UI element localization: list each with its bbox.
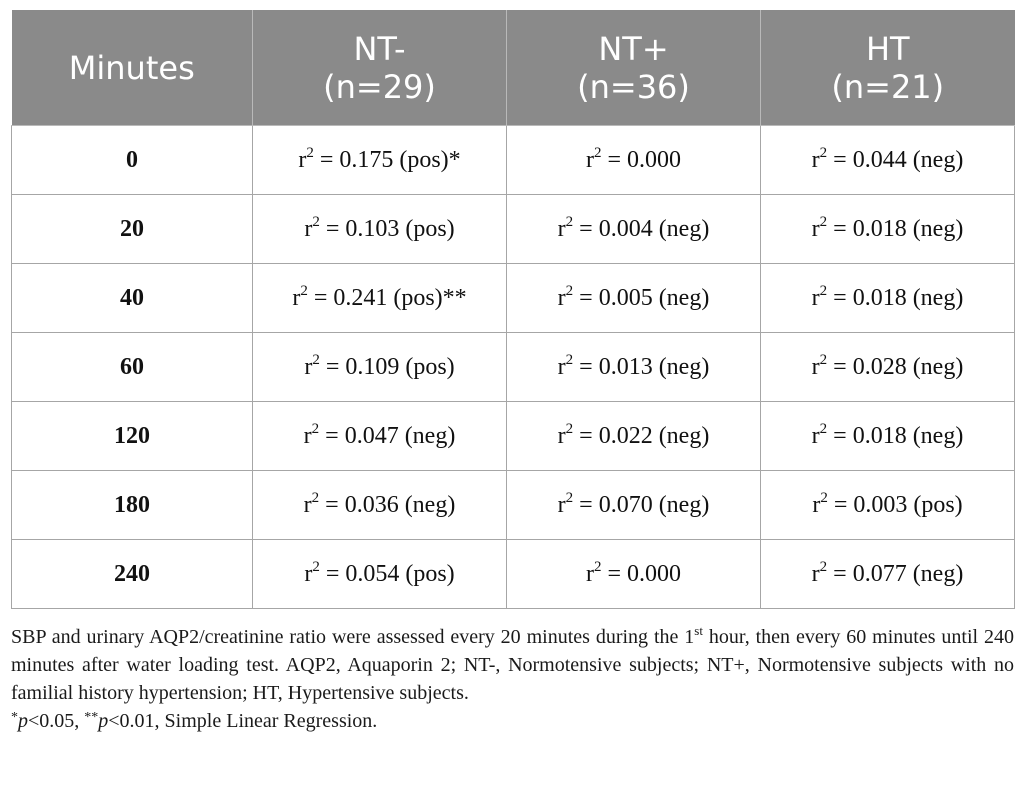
r2-exponent: 2	[819, 351, 828, 368]
r2-symbol: r	[303, 491, 312, 518]
header-nt-minus	[253, 10, 507, 126]
notes-ordinal-sup: st	[694, 623, 703, 638]
header-row	[12, 10, 1015, 126]
r2-symbol: r	[811, 560, 820, 587]
r2-symbol: r	[812, 491, 821, 518]
r2-exponent: 2	[312, 351, 320, 368]
r2-value: = 0.109 (pos)	[319, 353, 455, 380]
header-nt-plus-n: (n=36)	[577, 67, 690, 106]
footnote-text-2: <0.01, Simple Linear Regression.	[108, 710, 378, 732]
r2-cell-nt-minus	[253, 402, 507, 471]
r2-exponent: 2	[593, 144, 602, 161]
r2-symbol: r	[557, 353, 566, 380]
r2-value: = 0.028 (neg)	[827, 353, 964, 380]
table-container	[11, 10, 1014, 735]
r2-cell-ht	[761, 195, 1015, 264]
r2-symbol: r	[304, 215, 313, 242]
r2-exponent: 2	[820, 489, 828, 506]
header-minutes-label: Minutes	[68, 48, 195, 87]
r2-cell-nt-plus	[507, 471, 761, 540]
significance-footnote	[11, 707, 1014, 735]
r2-cell-ht	[761, 402, 1015, 471]
regression-table	[11, 10, 1015, 609]
table-row	[12, 195, 1015, 264]
minutes-cell: 0	[12, 126, 253, 195]
header-nt-plus	[507, 10, 761, 126]
header-nt-minus-label: NT-	[353, 29, 406, 68]
r2-symbol: r	[557, 284, 566, 311]
r2-symbol: r	[557, 422, 566, 449]
footnote-asterisk-1: *	[11, 710, 18, 725]
r2-value: = 0.022 (neg)	[573, 422, 710, 449]
r2-exponent: 2	[565, 351, 574, 368]
r2-symbol: r	[811, 353, 820, 380]
r2-value: = 0.241 (pos)**	[307, 284, 467, 311]
r2-value: = 0.000	[601, 560, 682, 587]
r2-symbol: r	[557, 215, 566, 242]
r2-exponent: 2	[819, 144, 828, 161]
r2-cell-ht	[761, 540, 1015, 609]
r2-symbol: r	[304, 560, 313, 587]
r2-symbol: r	[811, 146, 820, 173]
table-row	[12, 126, 1015, 195]
r2-cell-nt-minus	[253, 195, 507, 264]
footnote-p-2: p	[98, 710, 109, 732]
r2-exponent: 2	[306, 144, 314, 161]
r2-exponent: 2	[312, 213, 320, 230]
r2-value: = 0.036 (neg)	[319, 491, 456, 518]
r2-cell-ht	[761, 126, 1015, 195]
minutes-cell: 40	[12, 264, 253, 333]
r2-cell-ht	[761, 471, 1015, 540]
footnote-asterisk-2: **	[84, 710, 99, 725]
r2-exponent: 2	[311, 489, 320, 506]
r2-exponent: 2	[819, 213, 828, 230]
r2-exponent: 2	[819, 420, 828, 437]
table-row	[12, 333, 1015, 402]
r2-symbol: r	[811, 215, 820, 242]
table-row	[12, 540, 1015, 609]
r2-value: = 0.005 (neg)	[573, 284, 710, 311]
r2-cell-nt-minus	[253, 471, 507, 540]
r2-value: = 0.018 (neg)	[827, 284, 964, 311]
r2-value: = 0.103 (pos)	[319, 215, 455, 242]
r2-symbol: r	[303, 422, 312, 449]
r2-symbol: r	[585, 146, 594, 173]
minutes-cell: 240	[12, 540, 253, 609]
header-nt-plus-label: NT+	[598, 29, 669, 68]
r2-exponent: 2	[819, 558, 828, 575]
r2-value: = 0.013 (neg)	[573, 353, 710, 380]
header-ht-n: (n=21)	[831, 67, 945, 106]
minutes-cell: 180	[12, 471, 253, 540]
r2-cell-nt-minus	[253, 264, 507, 333]
header-minutes	[12, 10, 253, 126]
notes-text-1: SBP and urinary AQP2/creatinine ratio were assessed every 20 minutes during the 1	[11, 626, 695, 648]
r2-value: = 0.018 (neg)	[827, 422, 964, 449]
r2-exponent: 2	[300, 282, 308, 299]
r2-symbol: r	[811, 422, 820, 449]
r2-symbol: r	[811, 284, 820, 311]
table-row	[12, 264, 1015, 333]
r2-value: = 0.003 (pos)	[827, 491, 963, 518]
r2-value: = 0.047 (neg)	[319, 422, 456, 449]
r2-cell-ht	[761, 264, 1015, 333]
footnote-text-1: <0.05,	[28, 710, 85, 732]
r2-symbol: r	[585, 560, 594, 587]
r2-symbol: r	[557, 491, 566, 518]
r2-exponent: 2	[312, 558, 320, 575]
r2-value: = 0.175 (pos)*	[313, 146, 461, 173]
r2-cell-nt-plus	[507, 264, 761, 333]
r2-exponent: 2	[819, 282, 828, 299]
r2-exponent: 2	[311, 420, 320, 437]
r2-cell-nt-plus	[507, 540, 761, 609]
r2-cell-nt-minus	[253, 333, 507, 402]
r2-symbol: r	[298, 146, 307, 173]
notes-text-2: hour, then every 60 minutes until 240 minutes after water loading test. AQP2, Aquaporin 2; NT-, Normotensive subjects; NT+, Normotensive subjects with no familial history hypertension; HT, Hypertensive subjects.	[11, 626, 1014, 704]
r2-exponent: 2	[565, 282, 574, 299]
r2-value: = 0.044 (neg)	[827, 146, 964, 173]
r2-cell-nt-plus	[507, 402, 761, 471]
r2-value: = 0.070 (neg)	[573, 491, 710, 518]
r2-symbol: r	[304, 353, 313, 380]
header-ht-label: HT	[865, 29, 910, 68]
r2-cell-nt-plus	[507, 333, 761, 402]
r2-exponent: 2	[593, 558, 602, 575]
r2-cell-nt-plus	[507, 126, 761, 195]
table-row	[12, 471, 1015, 540]
r2-exponent: 2	[565, 489, 574, 506]
r2-cell-nt-minus	[253, 540, 507, 609]
r2-exponent: 2	[565, 420, 574, 437]
footnote-p-1: p	[18, 710, 28, 732]
table-notes	[11, 623, 1014, 707]
minutes-cell: 60	[12, 333, 253, 402]
table-row	[12, 402, 1015, 471]
r2-value: = 0.054 (pos)	[319, 560, 455, 587]
r2-exponent: 2	[565, 213, 574, 230]
r2-symbol: r	[292, 284, 301, 311]
r2-value: = 0.000	[601, 146, 682, 173]
header-ht	[761, 10, 1015, 126]
r2-cell-nt-plus	[507, 195, 761, 264]
r2-value: = 0.077 (neg)	[827, 560, 964, 587]
r2-cell-nt-minus	[253, 126, 507, 195]
minutes-cell: 20	[12, 195, 253, 264]
r2-value: = 0.018 (neg)	[827, 215, 964, 242]
r2-value: = 0.004 (neg)	[573, 215, 710, 242]
r2-cell-ht	[761, 333, 1015, 402]
header-nt-minus-n: (n=29)	[323, 67, 436, 106]
minutes-cell: 120	[12, 402, 253, 471]
